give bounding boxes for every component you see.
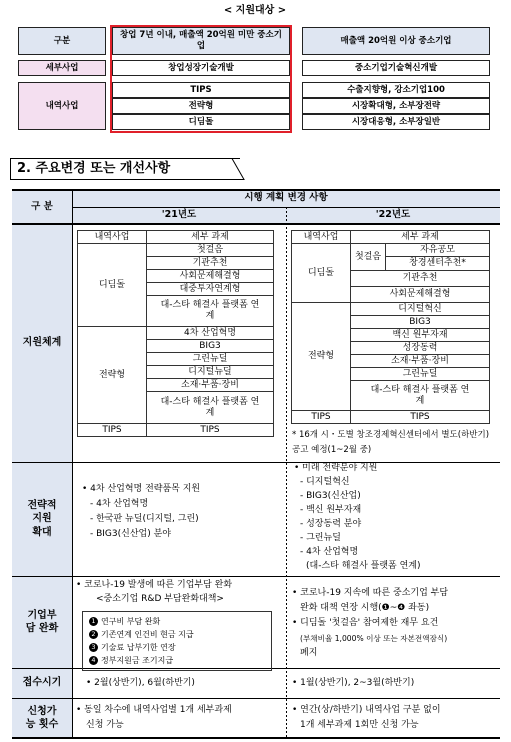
period-22: • 1월(상반기), 2~3월(하반기) (292, 678, 415, 688)
burden-22-line: 폐지 (300, 648, 318, 658)
in21-strat-6: 대-스타 해결사 플랫폼 연계 (146, 391, 274, 424)
support-section-title: < 지원대상 > (223, 5, 287, 16)
in22-didim-1: 기관추천 (350, 270, 490, 287)
burden-22-line: (부채비율 1,000% 이상 또는 자본전액잠식) (300, 634, 448, 643)
burden-21-line: <중소기업 R&D 부담완화대책> (96, 594, 224, 604)
in21-didim-1: 첫걸음 (146, 243, 274, 257)
th-gubun: 구 분 (12, 190, 72, 224)
burden-22-line: • 디딤돌 '첫걸음' 참여제한 재무 요건 (292, 618, 439, 628)
in22-strat-4: 성장동력 (350, 341, 490, 355)
row-strategic: 전략적 지원 확대 (12, 462, 72, 576)
in21-strat-3: 그린뉴딜 (146, 352, 274, 366)
in21-h2: 세부 과제 (146, 230, 274, 244)
in22-didim-2: 사회문제해결형 (350, 286, 490, 303)
in21-didim-2: 기관추천 (146, 256, 274, 270)
in22-strat-3: 백신 원부자재 (350, 328, 490, 342)
in21-didim-4: 대중투자연계형 (146, 282, 274, 296)
row-period: 접수시기 (12, 668, 72, 698)
heading-slant (215, 158, 245, 180)
in21-strat: 전략형 (77, 326, 147, 424)
strategic-22-line: - 디지털혁신 (300, 477, 350, 487)
times-22-line: • 연간(상/하반기) 내역사업 구분 없이 (292, 705, 441, 715)
support-content-a-1: TIPS (112, 82, 290, 98)
strategic-22-line: - 그린뉴딜 (300, 533, 341, 543)
support-content-a-2: 전략형 (112, 98, 290, 114)
times-22-line: 1개 세부과제 1회만 신청 가능 (300, 720, 419, 730)
in21-h1: 내역사업 (77, 230, 147, 244)
times-21-line: • 동일 차수에 내역사업별 1개 세부과제 (76, 705, 232, 715)
support-content-b-1: 수출지향형, 강소기업100 (302, 82, 490, 98)
strategic-22-line: - 4차 산업혁명 (300, 547, 359, 557)
row-times: 신청가능 횟수 (12, 698, 72, 738)
row-burden: 기업부담 완화 (12, 576, 72, 668)
in22-strat-2: BIG3 (350, 315, 490, 329)
in21-strat-5: 소재·부품·장비 (146, 378, 274, 392)
in21-strat-2: BIG3 (146, 339, 274, 353)
burden-22-line: • 코로나-19 지속에 따른 중소기업 부담 (292, 588, 449, 598)
in22-note: * 16개 시・도별 창조경제혁신센터에서 별도(하반기) 공고 예정(1~2월 중) (292, 430, 490, 455)
support-content-label: 내역사업 (18, 82, 106, 130)
in22-first-1: 자유공모 (385, 243, 490, 257)
in22-strat-5: 소재·부품·장비 (350, 354, 490, 368)
in21-strat-4: 디지털뉴딜 (146, 365, 274, 379)
times-21-line: 신청 가능 (86, 720, 124, 730)
in22-tips: TIPS (291, 410, 351, 424)
support-project-label: 세부사업 (18, 60, 106, 76)
strategic-22-line: (대-스타 해결사 플랫폼 연계) (306, 561, 421, 571)
section-heading: 2. 주요변경 또는 개선사항 (10, 158, 240, 180)
burden-21-line: • 코로나-19 발생에 따른 기업부담 완화 (76, 580, 233, 590)
in21-didim: 디딤돌 (77, 243, 147, 327)
in22-didim: 디딤돌 (291, 243, 351, 303)
in21-tips: TIPS (77, 423, 147, 437)
in22-strat-1: 디지털혁신 (350, 302, 490, 316)
number-2-icon: 2 (89, 630, 98, 639)
in22-first-2: 창경센터추천* (385, 256, 490, 271)
number-1-icon: 1 (89, 617, 98, 626)
in22-strat-7: 대-스타 해결사 플랫폼 연계 (350, 380, 490, 411)
strategic-21-line: - 한국판 뉴딜(디지털, 그린) (90, 514, 199, 524)
in22-strat-6: 그린뉴딜 (350, 367, 490, 381)
strategic-22-line: - BIG3(신산업) (300, 491, 361, 501)
in21-didim-3: 사회문제해결형 (146, 269, 274, 283)
burden-21-item: 3 기술료 납부기한 연장 (89, 641, 265, 654)
in22-h2: 세부 과제 (350, 230, 490, 244)
th-22: '22년도 (286, 207, 500, 224)
in22-first: 첫걸음 (350, 243, 386, 271)
in22-tips-item: TIPS (350, 410, 490, 424)
period-21: • 2월(상반기), 6월(하반기) (86, 678, 195, 688)
strategic-22-line: - 성장동력 분야 (300, 519, 362, 529)
row-support-system: 지원체계 (12, 224, 72, 462)
burden-22-line: 완화 대책 연장 시행(❶~❹ 좌동) (300, 603, 430, 613)
support-project-b: 중소기업기술혁신개발 (302, 60, 490, 76)
strategic-22-line: - 백신 원부자재 (300, 505, 362, 515)
strategic-21-line: - BIG3(신산업) 분야 (90, 529, 171, 539)
in21-tips-item: TIPS (146, 423, 274, 437)
strategic-21-line: - 4차 산업혁명 (90, 499, 149, 509)
strategic-22-line: • 미래 전략분야 지원 (294, 463, 378, 473)
support-content-b-3: 시장대응형, 소부장일반 (302, 114, 490, 130)
burden-21-item: 2 기존연계 인건비 현금 지급 (89, 628, 265, 641)
support-target-b: 매출액 20억원 이상 중소기업 (302, 27, 490, 55)
in22-h1: 내역사업 (291, 230, 351, 244)
support-col-header: 구분 (18, 27, 106, 55)
burden-21-item: 4 정부지원금 조기지급 (89, 654, 265, 667)
burden-21-list (82, 611, 272, 671)
in21-strat-1: 4차 산업혁명 (146, 326, 274, 340)
support-project-a: 창업성장기술개발 (112, 60, 290, 76)
number-3-icon: 3 (89, 643, 98, 652)
support-target-a: 창업 7년 이내, 매출액 20억원 미만 중소기업 (112, 27, 290, 55)
number-4-icon: 4 (89, 656, 98, 665)
in21-didim-5: 대-스타 해결사 플랫폼 연계 (146, 295, 274, 327)
burden-21-item: 1 연구비 부담 완화 (89, 615, 265, 628)
th-21: '21년도 (72, 207, 286, 224)
highlight-frame (110, 25, 292, 133)
th-plan: 시행 계획 변경 사항 (72, 190, 500, 207)
support-content-b-2: 시장확대형, 소부장전략 (302, 98, 490, 114)
strategic-21-line: • 4차 산업혁명 전략품목 지원 (82, 484, 201, 494)
in22-strat: 전략형 (291, 302, 351, 411)
support-content-a-3: 디딤돌 (112, 114, 290, 130)
